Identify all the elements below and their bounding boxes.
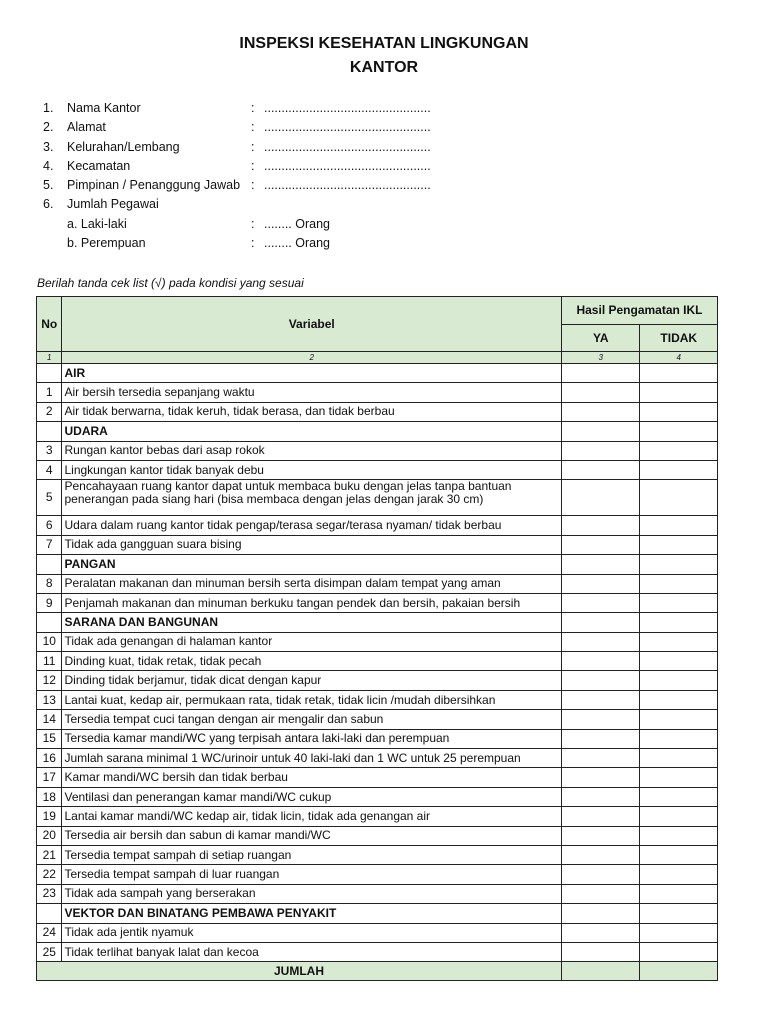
page-subtitle: KANTOR: [349, 59, 419, 76]
tidak-checkbox-cell[interactable]: [640, 516, 718, 535]
table-row: [37, 402, 718, 421]
section-row: [37, 555, 718, 574]
info-row: [40, 140, 560, 159]
row-number: 2: [37, 402, 62, 421]
info-value[interactable]: ................................................: [264, 120, 431, 135]
info-colon: :: [251, 236, 255, 251]
section-label: SARANA DAN BANGUNAN: [62, 613, 562, 632]
column-index: 2: [62, 352, 562, 364]
info-row: [40, 120, 560, 139]
tidak-checkbox-cell: [640, 364, 718, 383]
info-row: [40, 159, 560, 178]
ya-checkbox-cell[interactable]: [562, 807, 640, 826]
table-row: [37, 845, 718, 864]
tidak-checkbox-cell[interactable]: [640, 768, 718, 787]
table-row: [37, 441, 718, 460]
column-index: 4: [640, 352, 718, 364]
row-number: 6: [37, 516, 62, 535]
variable-text: Tersedia kamar mandi/WC yang terpisah antara laki-laki dan perempuan: [62, 729, 562, 748]
info-label: Alamat: [67, 120, 106, 135]
header-no: No: [37, 297, 62, 352]
variable-text: Tersedia tempat cuci tangan dengan air mengalir dan sabun: [62, 710, 562, 729]
row-number: 11: [37, 652, 62, 671]
tidak-checkbox-cell[interactable]: [640, 460, 718, 479]
tidak-checkbox-cell[interactable]: [640, 383, 718, 402]
ya-checkbox-cell[interactable]: [562, 768, 640, 787]
table-row: [37, 826, 718, 845]
variable-text: [62, 480, 562, 516]
info-row: [40, 197, 560, 216]
variable-text: Air bersih tersedia sepanjang waktu: [62, 383, 562, 402]
column-index: 3: [562, 352, 640, 364]
table-row: [37, 768, 718, 787]
ya-checkbox-cell[interactable]: [562, 402, 640, 421]
variable-text: Lingkungan kantor tidak banyak debu: [62, 460, 562, 479]
ya-checkbox-cell[interactable]: [562, 671, 640, 690]
tidak-checkbox-cell[interactable]: [640, 441, 718, 460]
ya-checkbox-cell: [562, 555, 640, 574]
info-number: 6.: [43, 197, 54, 212]
ya-checkbox-cell[interactable]: [562, 690, 640, 709]
tidak-checkbox-cell[interactable]: [640, 535, 718, 554]
info-value[interactable]: ................................................: [264, 158, 431, 173]
info-label: Jumlah Pegawai: [67, 197, 159, 212]
tidak-checkbox-cell[interactable]: [640, 865, 718, 884]
section-label: PANGAN: [62, 555, 562, 574]
tidak-checkbox-cell[interactable]: [640, 710, 718, 729]
row-number: 4: [37, 460, 62, 479]
ya-checkbox-cell[interactable]: [562, 884, 640, 903]
tidak-checkbox-cell[interactable]: [640, 923, 718, 942]
ya-checkbox-cell[interactable]: [562, 826, 640, 845]
table-row: [37, 480, 718, 516]
variable-text-line: penerangan pada siang hari (bisa membaca dengan jelas dengan jarak 30 cm): [64, 492, 484, 507]
ya-checkbox-cell[interactable]: [562, 845, 640, 864]
header-hasil-pengamatan: Hasil Pengamatan IKL: [562, 297, 718, 325]
table-row: [37, 516, 718, 535]
row-number: 9: [37, 593, 62, 612]
table-row: [37, 942, 718, 961]
table-row: [37, 383, 718, 402]
ya-checkbox-cell[interactable]: [562, 383, 640, 402]
variable-text: Tidak ada sampah yang berserakan: [62, 884, 562, 903]
tidak-checkbox-cell[interactable]: [640, 884, 718, 903]
tidak-checkbox-cell: [640, 422, 718, 441]
info-label: Nama Kantor: [67, 101, 141, 115]
info-value[interactable]: ........ Orang: [264, 236, 330, 251]
info-row: [40, 178, 560, 197]
ya-checkbox-cell[interactable]: [562, 652, 640, 671]
section-label: AIR: [62, 364, 562, 383]
tidak-checkbox-cell[interactable]: [640, 749, 718, 768]
total-tidak-cell[interactable]: [640, 962, 718, 981]
header-ya: YA: [562, 324, 640, 352]
row-number: 23: [37, 884, 62, 903]
tidak-checkbox-cell[interactable]: [640, 845, 718, 864]
info-colon: :: [251, 120, 255, 135]
ya-checkbox-cell[interactable]: [562, 632, 640, 651]
header-tidak: TIDAK: [640, 324, 718, 352]
ya-checkbox-cell[interactable]: [562, 535, 640, 554]
ya-checkbox-cell[interactable]: [562, 460, 640, 479]
info-colon: :: [251, 178, 255, 193]
ya-checkbox-cell[interactable]: [562, 865, 640, 884]
ya-checkbox-cell: [562, 364, 640, 383]
info-colon: :: [251, 158, 255, 173]
info-colon: :: [251, 216, 255, 231]
ya-checkbox-cell[interactable]: [562, 480, 640, 516]
variable-text-line: Pencahayaan ruang kantor dapat untuk membaca buku dengan jelas tanpa bantuan: [64, 479, 512, 494]
ya-checkbox-cell[interactable]: [562, 787, 640, 806]
variable-text: Rungan kantor bebas dari asap rokok: [62, 441, 562, 460]
info-value[interactable]: ................................................: [264, 139, 431, 154]
ya-checkbox-cell[interactable]: [562, 710, 640, 729]
variable-text: Air tidak berwarna, tidak keruh, tidak berasa, dan tidak berbau: [62, 402, 562, 421]
ya-checkbox-cell[interactable]: [562, 942, 640, 961]
total-label: JUMLAH: [37, 962, 562, 981]
tidak-checkbox-cell[interactable]: [640, 652, 718, 671]
variable-text: Udara dalam ruang kantor tidak pengap/terasa segar/terasa nyaman/ tidak berbau: [62, 516, 562, 535]
row-number: 25: [37, 942, 62, 961]
table-row: [37, 787, 718, 806]
tidak-checkbox-cell: [640, 613, 718, 632]
ya-checkbox-cell[interactable]: [562, 729, 640, 748]
row-number: 16: [37, 749, 62, 768]
info-label: Kelurahan/Lembang: [67, 139, 180, 154]
ya-checkbox-cell[interactable]: [562, 593, 640, 612]
section-label: UDARA: [62, 422, 562, 441]
row-number: 12: [37, 671, 62, 690]
table-row: [37, 671, 718, 690]
tidak-checkbox-cell[interactable]: [640, 942, 718, 961]
variable-text: Tidak ada genangan di halaman kantor: [62, 632, 562, 651]
tidak-checkbox-cell[interactable]: [640, 593, 718, 612]
table-row: [37, 574, 718, 593]
variable-text: Dinding kuat, tidak retak, tidak pecah: [62, 652, 562, 671]
ya-checkbox-cell: [562, 904, 640, 923]
row-number: 5: [37, 480, 62, 516]
tidak-checkbox-cell[interactable]: [640, 690, 718, 709]
tidak-checkbox-cell[interactable]: [640, 632, 718, 651]
row-number: 15: [37, 729, 62, 748]
table-row: [37, 710, 718, 729]
info-colon: :: [251, 101, 255, 115]
table-row: [37, 865, 718, 884]
variable-text: Penjamah makanan dan minuman berkuku tangan pendek dan bersih, pakaian bersih: [62, 593, 562, 612]
column-index: 1: [37, 352, 62, 364]
info-label: Kecamatan: [67, 158, 131, 173]
info-number: 3.: [43, 139, 54, 154]
variable-text: Tersedia air bersih dan sabun di kamar mandi/WC: [62, 826, 562, 845]
info-number: 2.: [43, 120, 54, 135]
table-row: [37, 884, 718, 903]
variable-text: Tidak terlihat banyak lalat dan kecoa: [62, 942, 562, 961]
header-variabel: Variabel: [62, 297, 562, 352]
row-number: 19: [37, 807, 62, 826]
variable-text: Tersedia tempat sampah di setiap ruangan: [62, 845, 562, 864]
tidak-checkbox-cell[interactable]: [640, 787, 718, 806]
instruction-text: Berilah tanda cek list (√) pada kondisi yang sesuai: [37, 276, 304, 290]
info-label: b. Perempuan: [67, 236, 146, 251]
table-row: [37, 923, 718, 942]
row-number: [37, 555, 62, 574]
ya-checkbox-cell[interactable]: [562, 516, 640, 535]
info-value[interactable]: ................................................: [264, 178, 431, 193]
row-number: 14: [37, 710, 62, 729]
row-number: 8: [37, 574, 62, 593]
row-number: 3: [37, 441, 62, 460]
ya-checkbox-cell: [562, 422, 640, 441]
variable-text: Ventilasi dan penerangan kamar mandi/WC cukup: [62, 787, 562, 806]
row-number: 20: [37, 826, 62, 845]
tidak-checkbox-cell: [640, 904, 718, 923]
tidak-checkbox-cell: [640, 555, 718, 574]
tidak-checkbox-cell[interactable]: [640, 729, 718, 748]
ya-checkbox-cell[interactable]: [562, 441, 640, 460]
info-colon: :: [251, 139, 255, 154]
table-row: [37, 535, 718, 554]
ya-checkbox-cell[interactable]: [562, 749, 640, 768]
table-row: [37, 632, 718, 651]
table-row: [37, 652, 718, 671]
variable-text: Tidak ada jentik nyamuk: [62, 923, 562, 942]
row-number: 7: [37, 535, 62, 554]
info-value[interactable]: ................................................: [264, 101, 431, 115]
info-value[interactable]: ........ Orang: [264, 216, 330, 231]
tidak-checkbox-cell[interactable]: [640, 480, 718, 516]
table-row: [37, 807, 718, 826]
ya-checkbox-cell: [562, 613, 640, 632]
row-number: 10: [37, 632, 62, 651]
section-label: VEKTOR DAN BINATANG PEMBAWA PENYAKIT: [62, 904, 562, 923]
info-row: [40, 217, 560, 236]
table-row: [37, 749, 718, 768]
row-number: [37, 904, 62, 923]
table-row: [37, 690, 718, 709]
variable-text: Lantai kuat, kedap air, permukaan rata, tidak retak, tidak licin /mudah dibersihkan: [62, 690, 562, 709]
tidak-checkbox-cell[interactable]: [640, 402, 718, 421]
variable-text: Lantai kamar mandi/WC kedap air, tidak licin, tidak ada genangan air: [62, 807, 562, 826]
total-ya-cell[interactable]: [562, 962, 640, 981]
variable-text: Peralatan makanan dan minuman bersih serta disimpan dalam tempat yang aman: [62, 574, 562, 593]
row-number: 1: [37, 383, 62, 402]
ya-checkbox-cell[interactable]: [562, 574, 640, 593]
info-number: 1.: [43, 101, 54, 115]
variable-text: Tidak ada gangguan suara bising: [62, 535, 562, 554]
row-number: 24: [37, 923, 62, 942]
info-row: [40, 101, 560, 120]
page-title: INSPEKSI KESEHATAN LINGKUNGAN: [239, 35, 529, 52]
tidak-checkbox-cell[interactable]: [640, 574, 718, 593]
identity-section: [40, 101, 560, 255]
variable-text: Kamar mandi/WC bersih dan tidak berbau: [62, 768, 562, 787]
info-number: 5.: [43, 178, 54, 193]
inspection-table: [36, 296, 718, 981]
section-row: [37, 904, 718, 923]
table-row: [37, 593, 718, 612]
section-row: [37, 613, 718, 632]
row-number: [37, 364, 62, 383]
variable-text: Dinding tidak berjamur, tidak dicat dengan kapur: [62, 671, 562, 690]
ya-checkbox-cell[interactable]: [562, 923, 640, 942]
variable-text: Tersedia tempat sampah di luar ruangan: [62, 865, 562, 884]
row-number: [37, 613, 62, 632]
row-number: 17: [37, 768, 62, 787]
info-row: [40, 236, 560, 255]
table-row: [37, 729, 718, 748]
tidak-checkbox-cell[interactable]: [640, 671, 718, 690]
row-number: 18: [37, 787, 62, 806]
info-label: Pimpinan / Penanggung Jawab: [67, 178, 241, 193]
variable-text: Jumlah sarana minimal 1 WC/urinoir untuk 40 laki-laki dan 1 WC untuk 25 perempuan: [62, 749, 562, 768]
tidak-checkbox-cell[interactable]: [640, 807, 718, 826]
info-number: 4.: [43, 158, 54, 173]
tidak-checkbox-cell[interactable]: [640, 826, 718, 845]
table-row: [37, 460, 718, 479]
info-label: a. Laki-laki: [67, 216, 127, 231]
row-number: 22: [37, 865, 62, 884]
row-number: 13: [37, 690, 62, 709]
section-row: [37, 364, 718, 383]
section-row: [37, 422, 718, 441]
row-number: 21: [37, 845, 62, 864]
row-number: [37, 422, 62, 441]
